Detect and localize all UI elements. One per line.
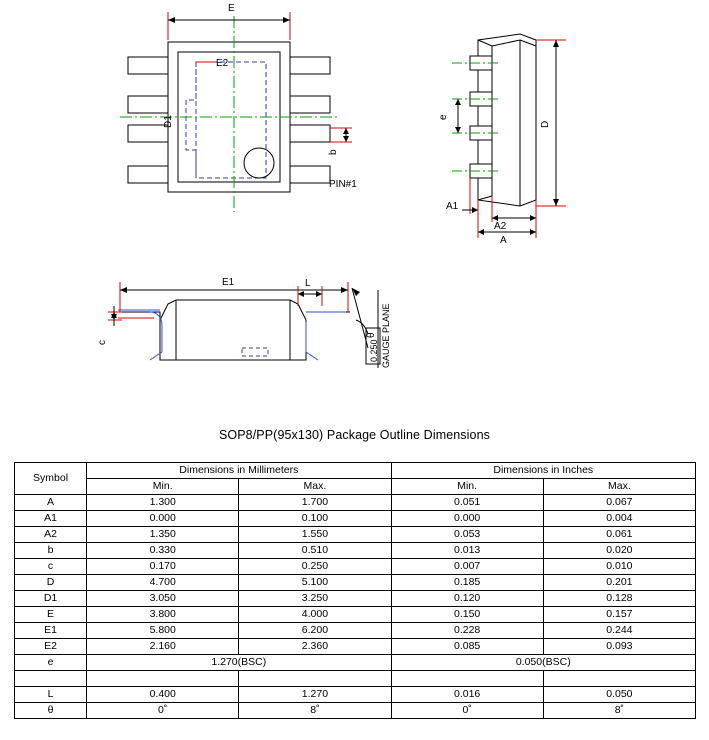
- label-A2: A2: [494, 221, 507, 232]
- cell-in-max: 0.004: [543, 511, 695, 527]
- cell-mm-span: 1.270(BSC): [87, 655, 391, 671]
- cell-in-max: 0.244: [543, 623, 695, 639]
- table-row-theta: [15, 703, 696, 719]
- cell-mm-max: 5.100: [239, 575, 391, 591]
- cell-in-max: 8˚: [543, 703, 695, 719]
- cell-symbol: [15, 671, 87, 687]
- cell-mm-min: 0.330: [87, 543, 239, 559]
- label-theta: θ: [366, 332, 377, 338]
- cell-in-min: 0.228: [391, 623, 543, 639]
- table-row: [15, 607, 696, 623]
- cell-symbol: E1: [15, 623, 87, 639]
- label-D1: D1: [163, 115, 174, 128]
- cell-mm-max: [239, 671, 391, 687]
- cell-mm-min: 5.800: [87, 623, 239, 639]
- cell-in-min: 0˚: [391, 703, 543, 719]
- figure-title: SOP8/PP(95x130) Package Outline Dimensions: [218, 428, 490, 442]
- label-E2: E2: [216, 58, 229, 69]
- cell-mm-min: 3.800: [87, 607, 239, 623]
- table-row: [15, 559, 696, 575]
- label-L: L: [305, 278, 311, 289]
- cell-mm-min: 0˚: [87, 703, 239, 719]
- table-row: [15, 527, 696, 543]
- cell-mm-min: 1.350: [87, 527, 239, 543]
- label-A: A: [500, 235, 507, 246]
- cell-in-max: 0.201: [543, 575, 695, 591]
- label-b: b: [328, 149, 339, 155]
- cell-mm-max: 3.250: [239, 591, 391, 607]
- table-row-e: [15, 655, 696, 671]
- table-row: [15, 543, 696, 559]
- cell-mm-max: 1.550: [239, 527, 391, 543]
- table-row-l: [15, 687, 696, 703]
- cell-symbol: A: [15, 495, 87, 511]
- cell-in-min: 0.013: [391, 543, 543, 559]
- cell-in-max: 0.067: [543, 495, 695, 511]
- header-mm-max: Max.: [239, 479, 391, 495]
- cell-mm-min: 4.700: [87, 575, 239, 591]
- header-group-mm: Dimensions in Millimeters: [87, 463, 391, 479]
- label-pin1: PIN#1: [329, 179, 357, 190]
- cell-symbol: E: [15, 607, 87, 623]
- table-row: [15, 495, 696, 511]
- cell-mm-min: 0.170: [87, 559, 239, 575]
- table-row: [15, 623, 696, 639]
- table-row: [15, 639, 696, 655]
- cell-in-max: 0.050: [543, 687, 695, 703]
- cell-symbol: A1: [15, 511, 87, 527]
- cell-mm-max: 1.270: [239, 687, 391, 703]
- cell-in-min: 0.051: [391, 495, 543, 511]
- table-row: [15, 591, 696, 607]
- dimension-table-wrap: [14, 462, 696, 719]
- cell-in-max: 0.010: [543, 559, 695, 575]
- dimension-table: [14, 462, 696, 719]
- cell-symbol: θ: [15, 703, 87, 719]
- table-header-group-row: [15, 463, 696, 479]
- cell-in-min: 0.007: [391, 559, 543, 575]
- cell-in-min: 0.150: [391, 607, 543, 623]
- cell-in-min: 0.085: [391, 639, 543, 655]
- cell-in-max: 0.093: [543, 639, 695, 655]
- header-symbol: Symbol: [15, 463, 87, 495]
- cell-symbol: E2: [15, 639, 87, 655]
- cell-symbol: L: [15, 687, 87, 703]
- cell-in-max: 0.157: [543, 607, 695, 623]
- cell-mm-min: 3.050: [87, 591, 239, 607]
- label-e: e: [438, 114, 449, 120]
- cell-symbol: A2: [15, 527, 87, 543]
- cell-symbol: c: [15, 559, 87, 575]
- cell-in-span: 0.050(BSC): [391, 655, 695, 671]
- cell-mm-min: 2.160: [87, 639, 239, 655]
- cell-in-min: 0.053: [391, 527, 543, 543]
- cell-in-min: 0.016: [391, 687, 543, 703]
- cell-symbol: b: [15, 543, 87, 559]
- cell-in-min: 0.000: [391, 511, 543, 527]
- cell-in-max: 0.020: [543, 543, 695, 559]
- cell-mm-min: 0.400: [87, 687, 239, 703]
- cell-mm-max: 0.510: [239, 543, 391, 559]
- header-group-inch: Dimensions in Inches: [391, 463, 695, 479]
- table-row: [15, 575, 696, 591]
- cell-mm-max: 1.700: [239, 495, 391, 511]
- cell-mm-max: 6.200: [239, 623, 391, 639]
- label-D: D: [540, 120, 551, 128]
- cell-in-min: 0.185: [391, 575, 543, 591]
- cell-in-max: 0.128: [543, 591, 695, 607]
- cell-mm-min: 1.300: [87, 495, 239, 511]
- header-mm-min: Min.: [87, 479, 239, 495]
- label-E1: E1: [222, 277, 235, 288]
- label-c: c: [97, 340, 108, 345]
- label-gauge-plane: GAUGE PLANE: [381, 303, 391, 368]
- cell-in-min: 0.120: [391, 591, 543, 607]
- cell-symbol: D1: [15, 591, 87, 607]
- cell-symbol: D: [15, 575, 87, 591]
- cell-mm-min: [87, 671, 239, 687]
- table-header-sub-row: [15, 479, 696, 495]
- header-in-min: Min.: [391, 479, 543, 495]
- cell-in-max: [543, 671, 695, 687]
- cell-mm-max: 8˚: [239, 703, 391, 719]
- cell-mm-max: 4.000: [239, 607, 391, 623]
- cell-mm-max: 0.250: [239, 559, 391, 575]
- label-A1: A1: [446, 201, 459, 212]
- cell-in-min: [391, 671, 543, 687]
- table-row: [15, 511, 696, 527]
- cell-mm-max: 2.360: [239, 639, 391, 655]
- header-in-max: Max.: [543, 479, 695, 495]
- table-row-blank: [15, 671, 696, 687]
- cell-symbol: e: [15, 655, 87, 671]
- cell-in-max: 0.061: [543, 527, 695, 543]
- cell-mm-min: 0.000: [87, 511, 239, 527]
- label-E: E: [228, 3, 235, 14]
- cell-mm-max: 0.100: [239, 511, 391, 527]
- label-gauge-value: 0.250: [369, 339, 379, 362]
